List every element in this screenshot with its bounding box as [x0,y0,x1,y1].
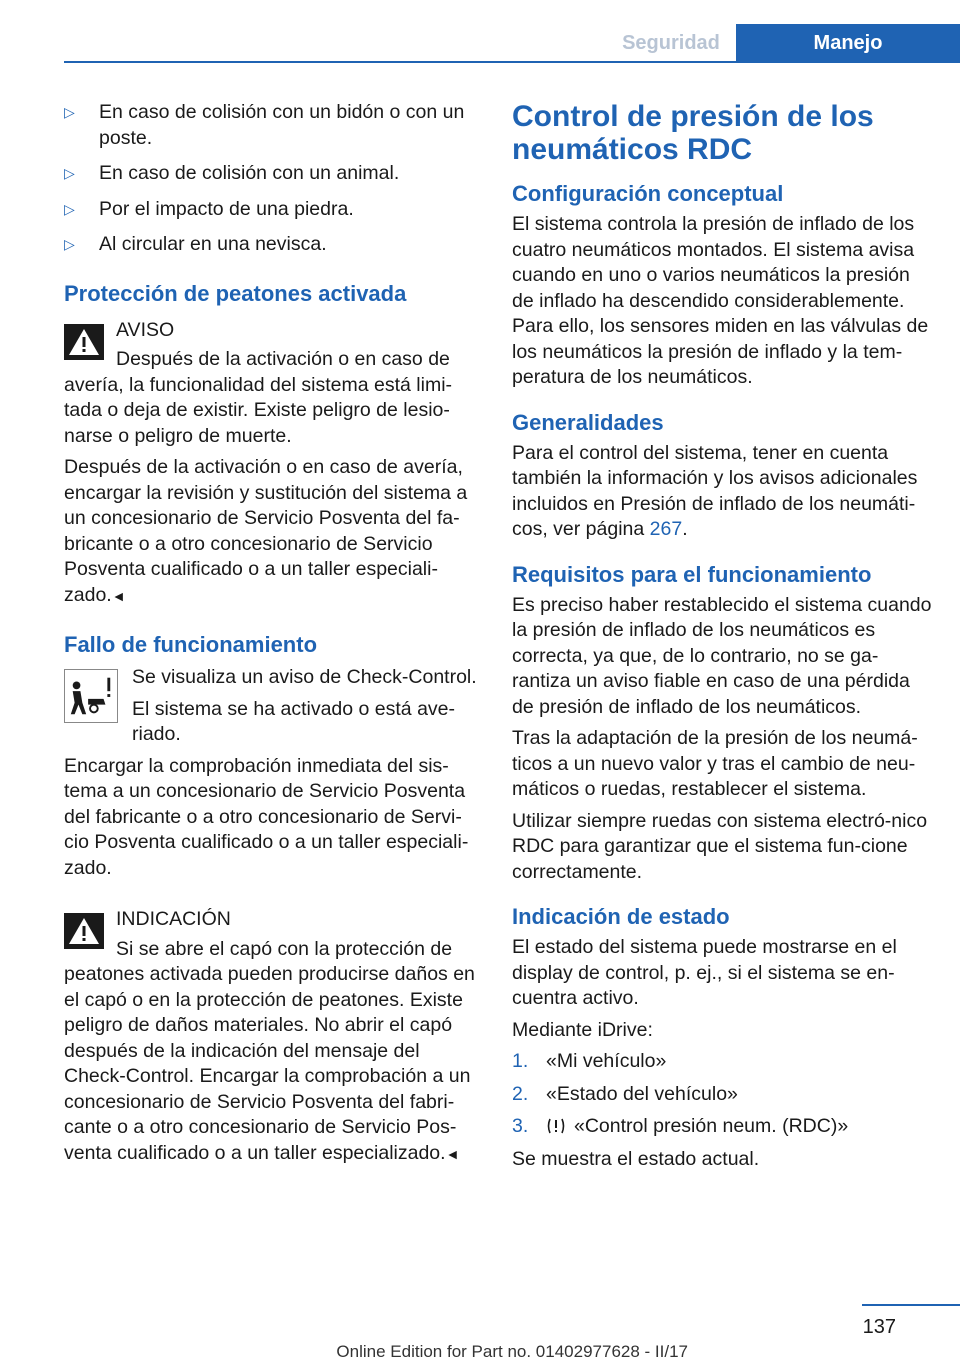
list-item: 3. «Control presión neum. (RDC)» [512,1115,849,1137]
tire-pressure-icon [546,1117,566,1135]
warning-label: AVISO [116,318,175,341]
warning-text: Después de la activación o en caso de avería, la funcionalidad del sistema está limi-tada o deja de existir. Existe peligro de lesio-narse o peligro de muerte. [64,348,453,447]
triangle-bullet-icon: ▷ [64,165,75,181]
section-title-requirements: Requisitos para el funcionamiento [512,561,872,587]
list-item: 1. «Mi vehículo» [512,1050,667,1072]
section-title-concept: Configuración conceptual [512,181,784,206]
footer-rule [862,1304,960,1306]
left-column [64,100,482,1173]
warning-block [64,318,482,450]
tab-manejo[interactable]: Manejo [736,24,960,62]
requirements-p3: Utilizar siempre ruedas con sistema electró-nico RDC para garantizar que el sistema fun-cione correctamente. [512,809,928,883]
section-title-malfunction: Fallo de funcionamiento [64,632,318,657]
status-p3: Se muestra el estado actual. [512,1147,760,1170]
status-p1: El estado del sistema puede mostrarse en el display de control, p. ej., si el sistema se en-cuentra activo. [512,936,897,1009]
list-item: ▷ Por el impacto de una piedra. [64,197,482,223]
tab-seguridad[interactable]: Seguridad [622,32,720,54]
requirements-p2: Tras la adaptación de la presión de los neumá-ticos a un nuevo valor y tras el cambio de neu-máticos o ruedas, restablecer el sistema. [512,727,918,800]
list-item: ▷ Al circular en una nevisca. [64,232,482,258]
section-title-pedestrian: Protección de peatones activada [64,280,407,306]
warning-triangle-icon [64,913,104,949]
page-number: 137 [862,1316,896,1338]
end-mark-icon: ◄ [111,587,126,604]
check-control-text: Se visualiza un aviso de Check-Control. [132,666,477,688]
check-control-block [64,665,482,748]
requirements-p1: Es preciso haber restablecido el sistema cuando la presión de inflado de los neumáticos es correcta, ya que, de lo contrario, no se ga-rantiza un aviso fiable en caso de una pérdida de presión de inflado de los neumáticos. [512,593,932,718]
end-mark-icon: ◄ [445,1145,460,1162]
note-block [64,907,482,1167]
note-text: Si se abre el capó con la protección de peatones activada pueden producirse daños en el capó o en la protección de peatones. Existe peligro de daños materiales. No abrir el capó después de la indicación del mensaje del Check-Control. Encargar la comprobación a un concesionario de Servicio Posventa del fabri-cante o a otro concesionario de Servicio Pos-venta cualificado o a un taller especializado.◄ [64,937,475,1164]
general-body: Para el control del sistema, tener en cuenta también la información y los avisos adicionales incluidos en Presión de inflado de los neumáti-cos, ver página 267. [512,441,918,540]
collision-list [64,100,482,258]
note-label: INDICACIÓN [116,908,231,930]
right-column [512,100,932,1178]
page-link[interactable]: 267 [649,518,683,540]
concept-body: El sistema controla la presión de inflado de los cuatro neumáticos montados. El sistema avisa cuando en uno o varios neumáticos la presión de inflado ha descendido considerablemente. Para ello, los sensores miden en las válvulas de los neumáticos la presión de inflado y la tem-peratura de los neumáticos. [512,213,929,388]
system-state-text: El sistema se ha activado o está ave-riado. [132,697,455,745]
pedestrian-body: Después de la activación o en caso de avería, encargar la revisión y sustitución del sistema a un concesionario de Servicio Posventa del fa-bricante o a otro concesionario de Servicio Posventa cualificado o a un taller especiali-zado.◄ [64,456,468,606]
list-item: ▷ En caso de colisión con un bidón o con un poste. [64,101,465,149]
triangle-bullet-icon: ▷ [64,200,75,217]
edition-note: Online Edition for Part no. 01402977628 - II/17 [336,1342,688,1361]
idrive-steps [512,1049,932,1140]
page-title: Control de presión de los neumáticos RDC [512,100,874,166]
list-item: 2. «Estado del vehículo» [512,1082,738,1105]
pedestrian-protection-icon [64,669,118,723]
triangle-bullet-icon: ▷ [64,104,75,120]
triangle-bullet-icon: ▷ [64,236,75,252]
section-title-status: Indicación de estado [512,904,730,929]
section-title-general: Generalidades [512,409,664,435]
malfunction-body: Encargar la comprobación inmediata del sis-tema a un concesionario de Servicio Posventa del fabricante o a otro concesionario de Servi-cio Posventa cualificado o a un taller especiali-zado. [64,754,469,879]
list-item: ▷ En caso de colisión con un animal. [64,161,482,187]
warning-triangle-icon [64,324,104,360]
status-p2: Mediante iDrive: [512,1018,653,1041]
